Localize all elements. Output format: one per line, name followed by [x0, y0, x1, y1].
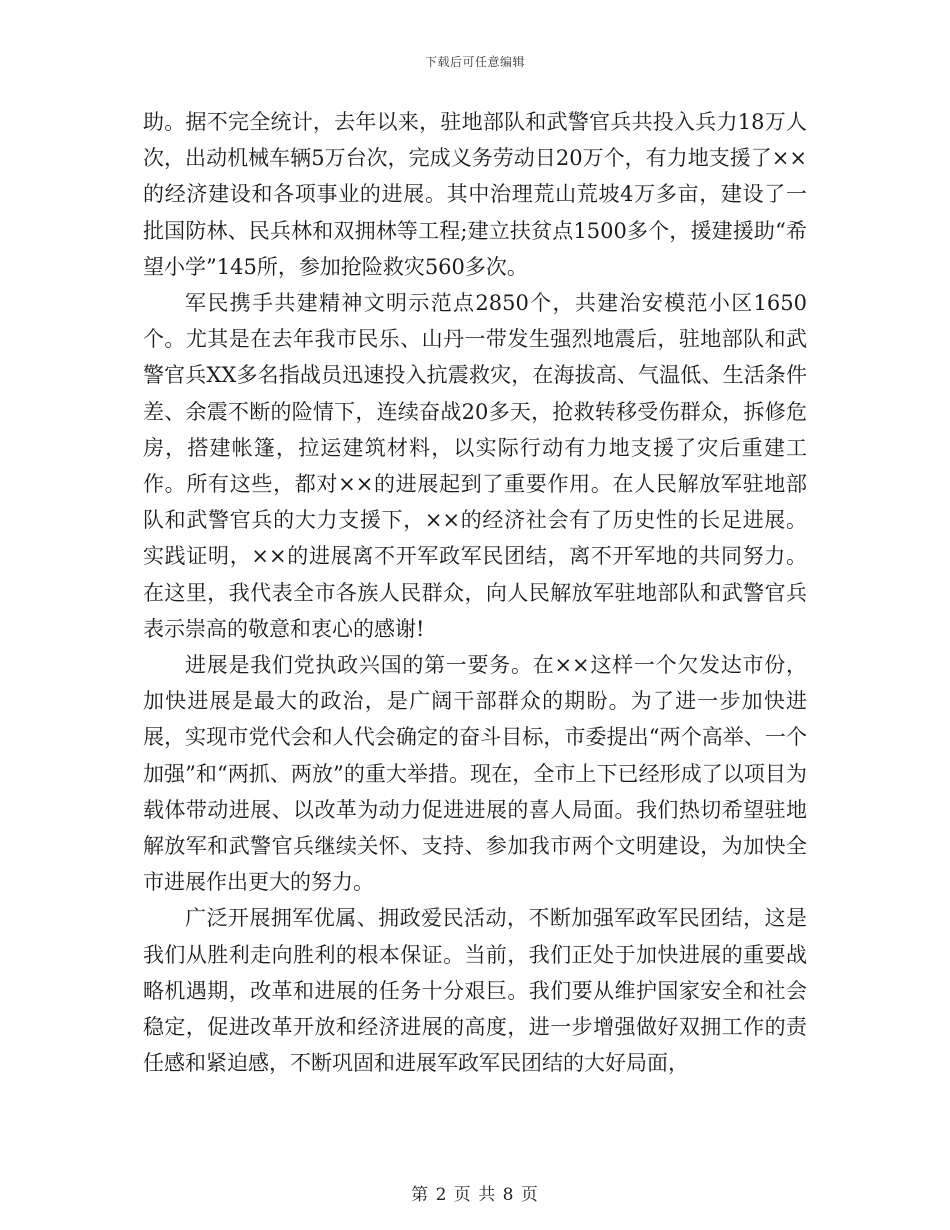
paragraph-1: 助。据不完全统计，去年以来，驻地部队和武警官兵共投入兵力18万人次，出动机械车辆5万台次，完成义务劳动日20万个，有力地支援了××的经济建设和各项事业的进展。其中治理荒山荒坡4万多亩，建设了一批国防林、民兵林和双拥林等工程;建立扶贫点1500多个，援建援助“希望小学”145所，参加抢险救灾560多次。	[143, 110, 807, 279]
document-body	[143, 104, 807, 1081]
paragraph-3: 进展是我们党执政兴国的第一要务。在××这样一个欠发达市份，加快进展是最大的政治，是广阔干部群众的期盼。为了进一步加快进展，实现市党代会和人代会确定的奋斗目标，市委提出“两个高举、一个加强”和“两抓、两放”的重大举措。现在，全市上下已经形成了以项目为载体带动进展、以改革为动力促进进展的喜人局面。我们热切希望驻地解放军和武警官兵继续关怀、支持、参加我市两个文明建设，为加快全市进展作出更大的努力。	[143, 653, 807, 895]
page-header: 下载后可任意编辑	[424, 55, 525, 69]
page-footer: 第 2 页 共 8 页	[411, 1185, 539, 1205]
paragraph-2: 军民携手共建精神文明示范点2850个，共建治安模范小区1650个。尤其是在去年我市民乐、山丹一带发生强烈地震后，驻地部队和武警官兵XX多名指战员迅速投入抗震救灾，在海拔高、气温低、生活条件差、余震不断的险情下，连续奋战20多天，抢救转移受伤群众，拆修危房，搭建帐篷，拉运建筑材料，以实际行动有力地支援了灾后重建工作。所有这些，都对××的进展起到了重要作用。在人民解放军驻地部队和武警官兵的大力支援下，××的经济社会有了历史性的长足进展。实践证明，××的进展离不开军政军民团结，离不开军地的共同努力。在这里，我代表全市各族人民群众，向人民解放军驻地部队和武警官兵表示崇高的敬意和衷心的感谢!	[143, 291, 807, 641]
paragraph-4: 广泛开展拥军优属、拥政爱民活动，不断加强军政军民团结，这是我们从胜利走向胜利的根本保证。当前，我们正处于加快进展的重要战略机遇期，改革和进展的任务十分艰巨。我们要从维护国家安全和社会稳定，促进改革开放和经济进展的高度，进一步增强做好双拥工作的责任感和紧迫感，不断巩固和进展军政军民团结的大好局面，	[143, 906, 807, 1076]
